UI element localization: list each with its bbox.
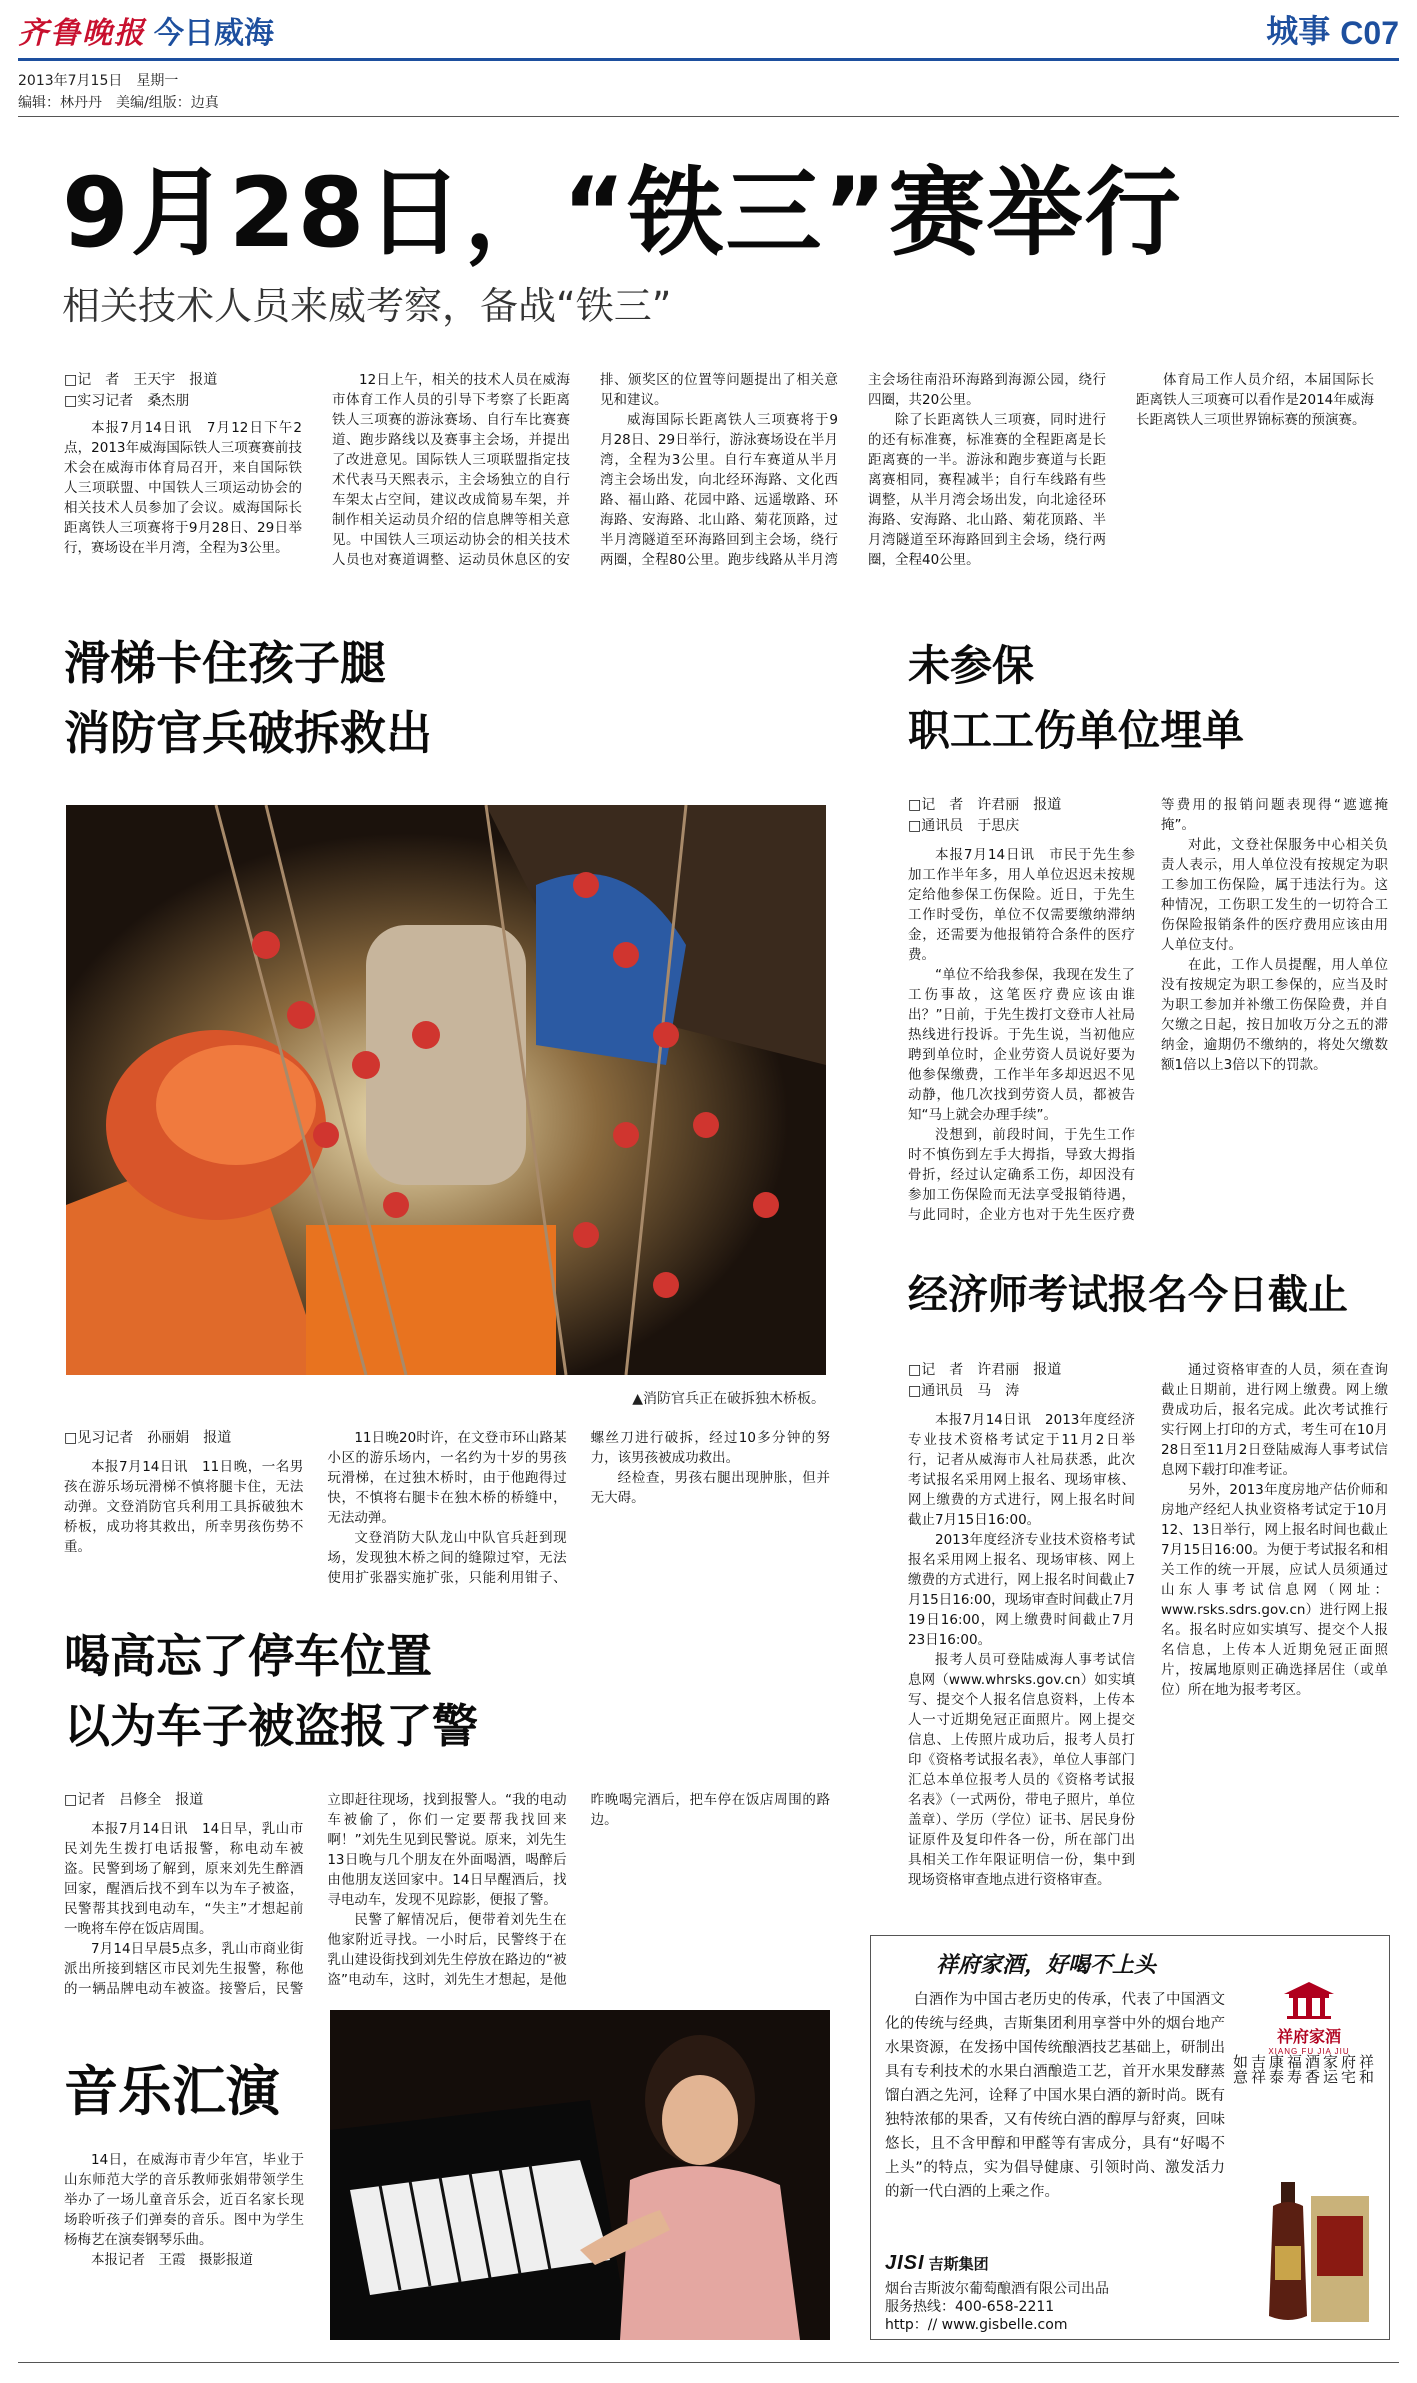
lead-article (64, 370, 1374, 580)
economist-paragraph: 通过资格审查的人员，须在查询截止日期前，进行网上缴费。网上缴费成功后，报名完成。此次考试推行实行网上打印的方式，考生可在10月28日至11月2日登陆威海人事考试信息网下载打印准考证。 (1161, 1362, 1388, 1478)
ad-slogan: 祥府家酒，好喝不上头 (935, 1952, 1156, 1978)
lead-paragraph: 威海国际长距离铁人三项赛将于9月28日、29日举行，游泳赛场设在半月湾，全程为3公里。自行车赛道从半月湾主会场出发，向北经环海路、文化西路、福山路、花园中路、远遥墩路、环海路、安海路、北山路、菊花顶路，过半月湾隧道至环海路回到主会场，绕行两圈，全程80公里。跑步线路从半月湾主会场往南沿环海路到海源公园，绕行四圈，共20公里。 (600, 372, 1106, 568)
insurance-paragraph: 本报7月14日讯 市民于先生参加工作半年多，用人单位迟迟未按规定给他参保工伤保险。近日，于先生工作时受伤，单位不仅需要缴纳滞纳金，还需要为他报销符合条件的医疗费。 (908, 847, 1135, 963)
economist-paragraph: 另外，2013年度房地产估价师和房地产经纪人执业资格考试定于10月12、13日举行，网上报名时间也截止7月15日16:00。为便于考试报名和相关工作的统一开展，应试人员须通过山东人事考试信息网（网址：www.rsks.sdrs.gov.cn）进行网上报名。报名时应如实填写、提交个人报名信息，上传本人近期免冠正面照片，按属地原则正确选择居住（或单位）所在地为报考考区。 (1161, 1482, 1388, 1698)
slide-paragraph: 11日晚20时许，在文登市环山路某小区的游乐场内，一名约为十岁的男孩玩滑梯，在过独木桥时，由于他跑得过快，不慎将右腿卡在独木桥的桥缝中，无法动弹。 (327, 1430, 567, 1526)
insurance-byline-1: □记 者 许君丽 报道 (908, 797, 1062, 813)
parking-paragraph: 本报7月14日讯 14日早，乳山市民刘先生拨打电话报警，称电动车被盗。民警到场了解到，原来刘先生醉酒回家，醒酒后找不到车以为车子被盗，民警帮其找到电动车，“失主”才想起前一晚将车停在饭店周围。 (64, 1821, 304, 1937)
insurance-paragraph: 在此，工作人员提醒，用人单位没有按规定为职工参保的，应当及时为职工参加并补缴工伤保险费，并自欠缴之日起，按日加收万分之五的滞纳金，逾期仍不缴纳的，将处欠缴数额1倍以上3倍以下的罚款。 (1161, 957, 1388, 1073)
parking-byline: □记者 吕修全 报道 (64, 1792, 204, 1808)
music-piano-photo (330, 2010, 830, 2340)
slide-paragraph: 经检查，男孩右腿出现肿胀，但并无大碍。 (590, 1470, 830, 1506)
poem-column: 如意 (1231, 2054, 1249, 2084)
page-number: C07 (1340, 15, 1399, 51)
insurance-article (908, 795, 1388, 1255)
slide-rescue-photo (66, 805, 826, 1375)
insurance-paragraph: 对此，文登社保服务中心相关负责人表示，用人单位没有按规定为职工参加工伤保险，属于违法行为。这种情况，工伤职工发生的一切符合工伤保险报销条件的医疗费用应该由用人单位支付。 (1161, 837, 1388, 953)
slide-byline: □见习记者 孙丽娟 报道 (64, 1430, 232, 1446)
ad-website[interactable]: http：// www.gisbelle.com (885, 2317, 1068, 2333)
ad-hotline: 服务热线：400-658-2211 (885, 2299, 1055, 2315)
ad-company: 烟台吉斯波尔葡萄酿酒有限公司出品 (885, 2281, 1109, 2297)
parking-headline-2: 以为车子被盗报了警 (64, 1699, 478, 1753)
product-bottle (1251, 2176, 1375, 2326)
parking-paragraph: 7月14日早晨5点多，乳山市商业街派出所接到辖区市民刘先生报警，称他的一辆品牌电动车被盗。接警后，民警立即赶往现场，找到报警人。“我的电动车被偷了，你们一定要帮我找回来啊！”刘先生见到民警说。原来，刘先生13日晚与几个朋友在外面喝酒，喝醉后由他朋友送回家中。14日早醒酒后，找寻电动车，发现不见踪影，便报了警。 (64, 1792, 567, 1997)
masthead (0, 0, 1417, 60)
poem-column: 家运 (1321, 2054, 1339, 2084)
ad-brand-row (885, 2252, 989, 2275)
slide-paragraph: 本报7月14日讯 11日晚，一名男孩在游乐场玩滑梯不慎将腿卡住，无法动弹。文登消防官兵利用工具拆破独木桥板，成功将其救出，所幸男孩伤势不重。 (64, 1459, 304, 1555)
insurance-paragraph: “单位不给我参保，我现在发生了工伤事故，这笔医疗费应该由谁出？”日前，于先生拨打文登市人社局热线进行投诉。于先生说，当初他应聘到单位时，企业劳资人员说好要为他参保缴费，工作半年多却迟迟不见动静，他几次找到劳资人员，都被告知“马上就会办理手续”。 (908, 967, 1135, 1123)
insurance-byline-2: □通讯员 于思庆 (908, 818, 1020, 834)
slide-headline-2: 消防官兵破拆救出 (64, 706, 432, 760)
liquor-advertisement (870, 1935, 1390, 2340)
poem-column: 祥和 (1357, 2054, 1375, 2084)
lead-paragraph: 本报7月14日讯 7月12日下午2点，2013年威海国际铁人三项赛赛前技术会在威海市体育局召开，来自国际铁人三项联盟、中国铁人三项运动协会的相关技术人员参加了会议。威海国际长距离铁人三项赛将于9月28日、29日举行，赛场设在半月湾，全程为3公里。 (64, 420, 302, 556)
music-description: 14日，在威海市青少年宫，毕业于山东师范大学的音乐教师张娟带领学生举办了一场儿童音乐会，近百名家长现场聆听孩子们弹奏的音乐。图中为学生杨梅艺在演奏钢琴乐曲。 (64, 2152, 304, 2248)
music-credit: 本报记者 王霞 摄影报道 (91, 2252, 253, 2268)
piano-photo-illustration (330, 2010, 830, 2340)
music-text (64, 2150, 304, 2270)
product-title: 祥府家酒 (1276, 2027, 1341, 2046)
bottle-and-box-icon (1251, 2176, 1375, 2326)
insurance-paragraph: 没想到，前段时间，于先生工作时不慎伤到左手大拇指，导致大拇指骨折，经过认定确系工伤，却因没有参加工伤保险而无法享受报销待遇，与此同时，企业方也对于先生医疗费等费用的报销问题表现得“遮遮掩掩”。 (908, 797, 1388, 1223)
footer-rule (18, 2362, 1399, 2363)
lead-subtitle: 相关技术人员来威考察，备战“铁三” (62, 284, 672, 328)
slide-headline-1: 滑梯卡住孩子腿 (64, 636, 386, 690)
lead-title: 9月28日，“铁三”赛举行 (62, 157, 1183, 269)
insurance-headline-2: 职工工伤单位埋单 (908, 706, 1245, 755)
parking-article (64, 1790, 830, 2000)
slide-paragraph: 文登消防大队龙山中队官兵赶到现场，发现独木桥之间的缝隙过窄，无法使用扩张器实施扩张，只能利用钳子、螺丝刀进行破拆，经过10多分钟的努力，该男孩被成功救出。 (327, 1430, 830, 1586)
economist-byline-1: □记 者 许君丽 报道 (908, 1362, 1062, 1378)
poem-column: 福寿 (1285, 2054, 1303, 2084)
section-name: 城事 (1266, 12, 1331, 50)
paper-logo (18, 10, 274, 52)
issue-date: 2013年7月15日 星期一 (18, 73, 179, 89)
poem-column: 府宅 (1339, 2054, 1357, 2084)
lead-paragraph: 除了长距离铁人三项赛，同时进行的还有标准赛，标准赛的全程距离是长距离赛的一半。游泳和跑步赛道与长距离赛相同，赛程减半；自行车线路有些调整，从半月湾会场出发，向北途径环海路、安海路、北山路、菊花顶路、半月湾隧道至环海路回到主会场，绕行两圈，全程40公里。 (868, 412, 1106, 568)
product-pinyin: XIANG FU JIA JIU (1268, 2047, 1350, 2056)
economist-paragraph: 2013年度经济专业技术资格考试报名采用网上报名、现场审核、网上缴费的方式进行，网上报名时间截止7月15日16:00，现场审查时间截止7月19日16:00，网上缴费时间截止7月23日16:00。 (908, 1532, 1135, 1648)
economist-paragraph: 报考人员可登陆威海人事考试信息网（www.whrsks.gov.cn）如实填写、提交个人报名信息资料，上传本人一寸近期免冠正面照片。网上提交信息、上传照片成功后，报考人员打印《资格考试报名表》，单位人事部门汇总本单位报考人员的《资格考试报名表》（一式两份，带电子照片，单位盖章）、学历（学位）证书、居民身份证原件及复印件各一份，所在部门出具相关工作年限证明信一份，集中到现场资格审查地点进行资格审查。 (908, 1652, 1135, 1888)
jisi-logo: JISI (885, 2252, 925, 2274)
music-headline: 音乐汇演 (64, 2060, 280, 2123)
poem-column: 吉祥 (1249, 2054, 1267, 2084)
lead-byline-1: □记 者 王天宇 报道 (64, 372, 218, 388)
paper-name: 齐鲁晚报 (18, 16, 146, 51)
brand-name: 吉斯集团 (928, 2255, 989, 2273)
economist-article (908, 1360, 1388, 1900)
poem-column: 康泰 (1267, 2054, 1285, 2084)
parking-headline-1: 喝高忘了停车位置 (64, 1629, 432, 1683)
header-thin-rule (18, 116, 1399, 117)
editor-line: 编辑：林丹丹 美编/组版：边真 (18, 95, 219, 111)
poem-column: 酒香 (1303, 2054, 1321, 2084)
economist-paragraph: 本报7月14日讯 2013年度经济专业技术资格考试定于11月2日举行，记者从威海市人社局获悉，此次考试报名采用网上报名、现场审核、网上缴费的方式进行，网上报名时间截止7月15日16:00。 (908, 1412, 1135, 1528)
rescue-photo-illustration (66, 805, 826, 1375)
pavilion-icon (1279, 1980, 1339, 2020)
parking-paragraph: 民警了解情况后，便带着刘先生在他家附近寻找。一小时后，民警终于在乳山建设街找到刘先生停放在路边的“被盗”电动车，这时，刘先生才想起，是他昨晚喝完酒后，把车停在饭店周围的路边。 (327, 1792, 830, 1988)
product-logo (1243, 1980, 1375, 2056)
page-label (1266, 10, 1399, 52)
product-poem (1231, 2054, 1375, 2164)
lead-paragraph: 体育局工作人员介绍，本届国际长距离铁人三项赛可以看作是2014年威海长距离铁人三项世界锦标赛的预演赛。 (1136, 372, 1374, 428)
slide-photo-caption: ▲消防官兵正在破拆独木桥板。 (632, 1391, 825, 1407)
economist-byline-2: □通讯员 马 涛 (908, 1383, 1020, 1399)
edition-name: 今日威海 (154, 16, 274, 51)
lead-byline-2: □实习记者 桑杰朋 (64, 393, 190, 409)
insurance-headline-1: 未参保 (908, 641, 1035, 690)
economist-headline: 经济师考试报名今日截止 (908, 1272, 1348, 1318)
masthead-rule (18, 58, 1399, 61)
lead-paragraph: 12日上午，相关的技术人员在威海市体育工作人员的引导下考察了长距离铁人三项赛的游泳赛场、自行车比赛赛道、跑步路线以及赛事主会场，并提出了改进意见。国际铁人三项联盟指定技术代表马天熙表示，主会场独立的自行车架太占空间，建议改成简易车架，并制作相关运动员介绍的信息牌等相关意见。中国铁人三项运动协会的相关技术人员也对赛道调整、运动员休息区的安排、颁奖区的位置等问题提出了相关意见和建议。 (332, 372, 838, 568)
slide-article (64, 1428, 830, 1588)
ad-body: 白酒作为中国古老历史的传承，代表了中国酒文化的传统与经典，吉斯集团利用享誉中外的烟台地产水果资源，在发扬中国传统酿酒技艺基础上，研制出具有专利技术的水果白酒酿造工艺，首开水果发酵蒸馏白酒之先河，诠释了中国水果白酒的新时尚。既有独特浓郁的果香，又有传统白酒的醇厚与舒爽，回味悠长，且不含甲醇和甲醛等有害成分，具有“好喝不上头”的特点，实为倡导健康、引领时尚、激发活力的新一代白酒的上乘之作。 (885, 1992, 1225, 2200)
